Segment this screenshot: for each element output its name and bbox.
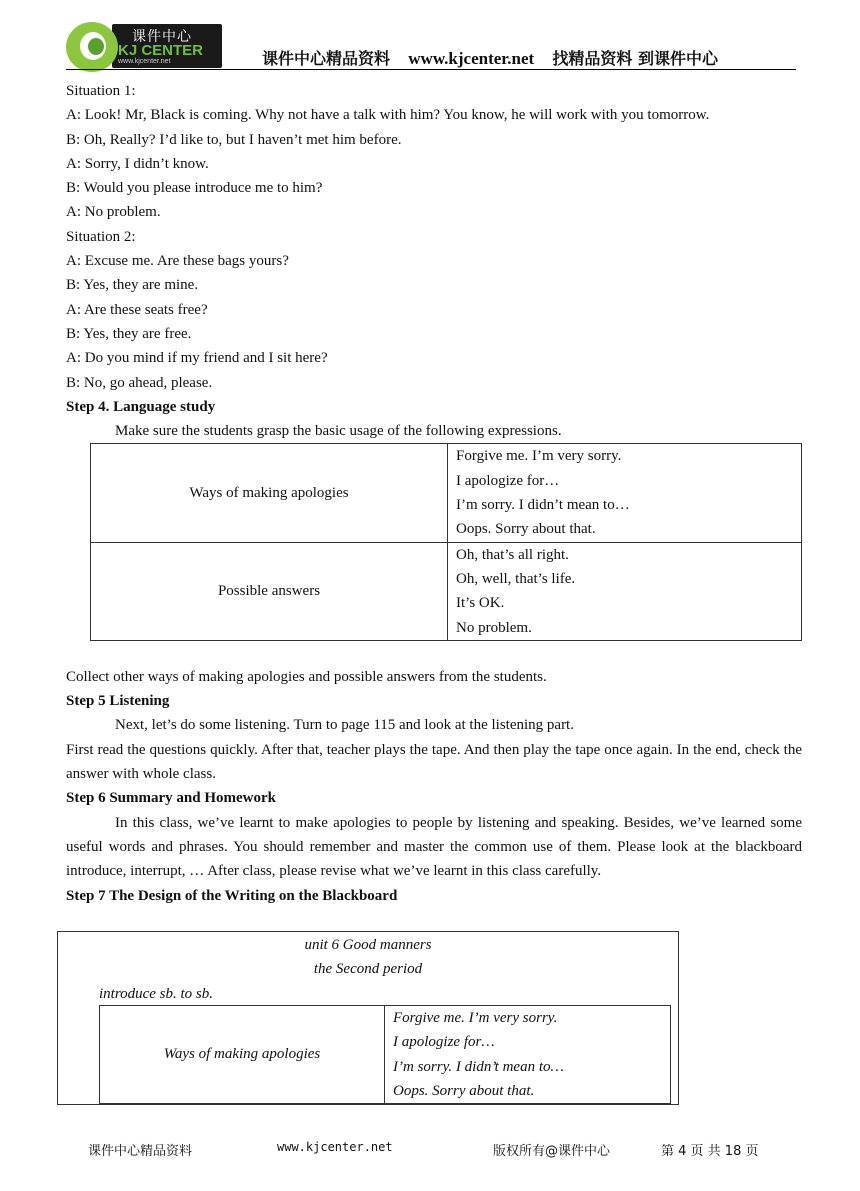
dialogue-line: A: Are these seats free? (66, 301, 208, 318)
dialogue-line: A: Sorry, I didn’t know. (66, 155, 209, 172)
table-row-items (448, 444, 802, 542)
header-url: www.kjcenter.net (408, 49, 535, 68)
logo-url-text: www.kjcenter.net (118, 58, 171, 65)
table-row-items (385, 1006, 671, 1104)
table-row (91, 542, 802, 640)
dialogue-line: Situation 2: (66, 228, 136, 245)
step5-heading: Step 5 Listening (66, 693, 170, 710)
dialogue-line: A: Do you mind if my friend and I sit here? (66, 350, 328, 367)
logo-chinese-text: 课件中心 (132, 29, 192, 45)
logo-swirl-icon (66, 22, 118, 72)
list-item: I apologize for… (456, 472, 560, 489)
page-header (66, 22, 796, 72)
list-item: Forgive me. I’m very sorry. (456, 448, 622, 465)
list-item: Oh, that’s all right. (456, 546, 569, 563)
board-intro: introduce sb. to sb. (99, 985, 214, 1002)
blackboard-design (57, 931, 679, 1105)
dialogue-line: B: No, go ahead, please. (66, 374, 213, 391)
list-item: Oops. Sorry about that. (393, 1082, 535, 1099)
list-item: I’m sorry. I didn’t mean to… (456, 497, 630, 514)
table-row-label: Possible answers (91, 542, 448, 640)
step4-text: Make sure the students grasp the basic usage of the following expressions. (115, 423, 562, 440)
expressions-table (90, 443, 802, 640)
list-item: No problem. (456, 619, 532, 636)
step6-text: In this class, we’ve learnt to make apologies to people by listening and speaking. Besides, we’ve learned some useful words and phrases. You should remember and master the common use of them. Please look at the blackboard introduce, interrupt, … After class, please revise what we’ve learnt in this class carefully. (66, 814, 802, 880)
page-number: 第 4 页 共 18 页 (661, 1144, 759, 1159)
table-row-items (448, 542, 802, 640)
table-row-label: Ways of making apologies (91, 444, 448, 542)
footer-url: www.kjcenter.net (277, 1140, 393, 1154)
footer-brand: 课件中心精品资料 (88, 1144, 193, 1159)
header-slogan: 找精品资料 到课件中心 (552, 49, 718, 68)
list-item: Forgive me. I’m very sorry. (393, 1010, 558, 1026)
table-row (91, 444, 802, 542)
header-divider (66, 69, 796, 70)
kjcenter-logo (66, 22, 222, 68)
dialogue-line: B: Yes, they are free. (66, 325, 192, 342)
dialogue-line: B: Would you please introduce me to him? (66, 180, 323, 197)
header-title (262, 46, 718, 69)
dialogue-line: B: Oh, Really? I’d like to, but I haven’t met him before. (66, 131, 402, 148)
step5-text-2: First read the questions quickly. After that, teacher plays the tape. And then play the tape once again. In the end, check the answer with whole class. (66, 741, 802, 783)
step5-text-1: Next, let’s do some listening. Turn to page 115 and look at the listening part. (115, 717, 574, 734)
list-item: Oops. Sorry about that. (456, 521, 596, 538)
footer-copyright: 版权所有@课件中心 (493, 1144, 611, 1159)
dialogue-line: Situation 1: (66, 83, 136, 99)
board-subtitle: the Second period (313, 961, 423, 978)
logo-english-text: KJ CENTER (118, 42, 204, 59)
document-body (66, 79, 802, 908)
dialogue-line: B: Yes, they are mine. (66, 277, 199, 294)
header-title-cn: 课件中心精品资料 (262, 49, 391, 68)
step6-heading: Step 6 Summary and Homework (66, 790, 277, 807)
list-item: Oh, well, that’s life. (456, 570, 576, 587)
dialogue-line: A: Excuse me. Are these bags yours? (66, 253, 289, 270)
dialogue-line: A: Look! Mr, Black is coming. Why not have a talk with him? You know, he will work with you tomorrow. (66, 107, 710, 124)
step7-heading: Step 7 The Design of the Writing on the Blackboard (66, 887, 398, 904)
board-title: unit 6 Good manners (304, 937, 432, 953)
list-item: I’m sorry. I didn’t mean to… (393, 1058, 564, 1075)
dialogue-line: A: No problem. (66, 204, 161, 221)
list-item: I apologize for… (393, 1034, 495, 1051)
table-row-label: Ways of making apologies (100, 1006, 385, 1104)
step4-heading: Step 4. Language study (66, 398, 216, 415)
table-row (100, 1006, 671, 1104)
collect-text: Collect other ways of making apologies and possible answers from the students. (66, 668, 547, 685)
list-item: It’s OK. (456, 595, 505, 612)
board-table (99, 1005, 671, 1104)
